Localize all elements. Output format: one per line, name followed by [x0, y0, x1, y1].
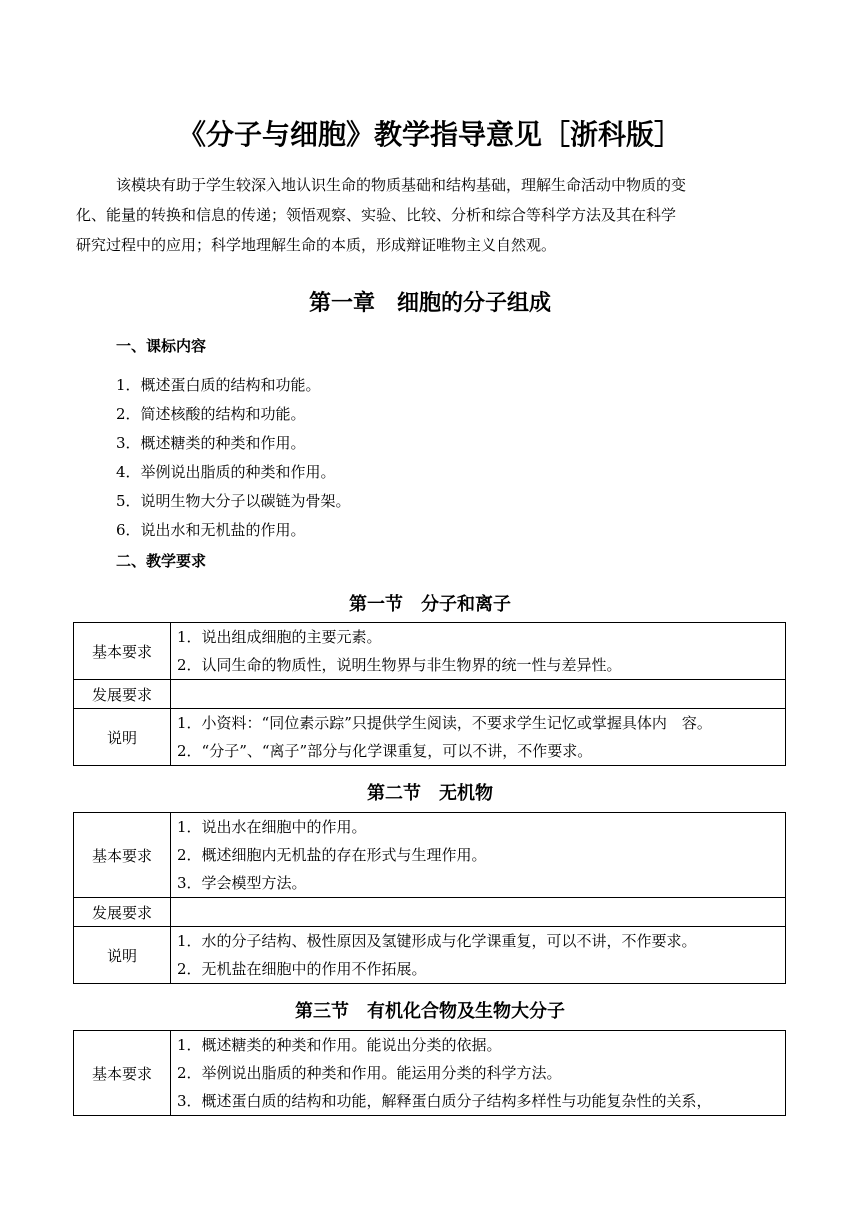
content-line: 2．认同生命的物质性，说明生物界与非生物界的统一性与差异性。 [177, 656, 622, 674]
content-line: 2．概述细胞内无机盐的存在形式与生理作用。 [177, 846, 487, 864]
content-line [177, 898, 785, 926]
row-content [171, 1031, 786, 1116]
heading-requirements: 二、教学要求 [116, 552, 207, 570]
intro-paragraph [76, 170, 784, 260]
standards-item: 2．简述核酸的结构和功能。 [116, 405, 306, 423]
row-content [171, 813, 786, 898]
table-row [74, 680, 786, 709]
table-row [74, 709, 786, 766]
content-line: 2．无机盐在细胞中的作用不作拓展。 [177, 960, 427, 978]
requirements-table [73, 1030, 786, 1116]
section-title: 第三节 有机化合物及生物大分子 [295, 1001, 565, 1022]
content-line: 3．概述蛋白质的结构和功能，解释蛋白质分子结构多样性与功能复杂性的关系， [177, 1092, 712, 1110]
standards-item: 6．说出水和无机盐的作用。 [116, 521, 306, 539]
heading-standards: 一、课标内容 [116, 337, 207, 355]
row-label: 基本要求 [74, 1031, 171, 1116]
standards-item: 1．概述蛋白质的结构和功能。 [116, 376, 321, 394]
section-title: 第二节 无机物 [367, 783, 493, 804]
document-title: 《分子与细胞》教学指导意见［浙科版］ [177, 118, 682, 151]
row-content [171, 623, 786, 680]
content-line: 1．小资料：“同位素示踪”只提供学生阅读，不要求学生记忆或掌握具体内 容。 [177, 714, 712, 732]
row-content [171, 680, 786, 709]
section-title: 第一节 分子和离子 [349, 594, 511, 615]
content-line: 1．说出组成细胞的主要元素。 [177, 628, 382, 646]
content-line: 1．概述糖类的种类和作用。能说出分类的依据。 [177, 1036, 502, 1054]
content-line: 1．水的分子结构、极性原因及氢键形成与化学课重复，可以不讲，不作要求。 [177, 932, 697, 950]
requirements-table [73, 812, 786, 984]
row-label: 发展要求 [74, 898, 171, 927]
table-row [74, 927, 786, 984]
row-label: 说明 [74, 709, 171, 766]
content-line: 1．说出水在细胞中的作用。 [177, 818, 367, 836]
content-line: 3．学会模型方法。 [177, 874, 307, 892]
row-label: 基本要求 [74, 813, 171, 898]
row-content [171, 927, 786, 984]
table-row [74, 898, 786, 927]
table-row [74, 1031, 786, 1116]
standards-list [116, 371, 351, 545]
intro-line: 研究过程中的应用；科学地理解生命的本质，形成辩证唯物主义自然观。 [76, 236, 557, 254]
standards-item: 4．举例说出脂质的种类和作用。 [116, 463, 336, 481]
row-content [171, 898, 786, 927]
standards-item: 5．说明生物大分子以碳链为骨架。 [116, 492, 351, 510]
content-line: 2．“分子”、“离子”部分与化学课重复，可以不讲，不作要求。 [177, 742, 593, 760]
content-line [177, 680, 785, 708]
row-label: 基本要求 [74, 623, 171, 680]
intro-line: 化、能量的转换和信息的传递；领悟观察、实验、比较、分析和综合等科学方法及其在科学 [76, 206, 677, 224]
content-line: 2．举例说出脂质的种类和作用。能运用分类的科学方法。 [177, 1064, 562, 1082]
table-row [74, 813, 786, 898]
requirements-table [73, 622, 786, 766]
standards-item: 3．概述糖类的种类和作用。 [116, 434, 306, 452]
row-label: 说明 [74, 927, 171, 984]
chapter-title: 第一章 细胞的分子组成 [308, 291, 551, 316]
row-content [171, 709, 786, 766]
intro-line: 该模块有助于学生较深入地认识生命的物质基础和结构基础，理解生命活动中物质的变 [116, 176, 687, 194]
table-row [74, 623, 786, 680]
row-label: 发展要求 [74, 680, 171, 709]
